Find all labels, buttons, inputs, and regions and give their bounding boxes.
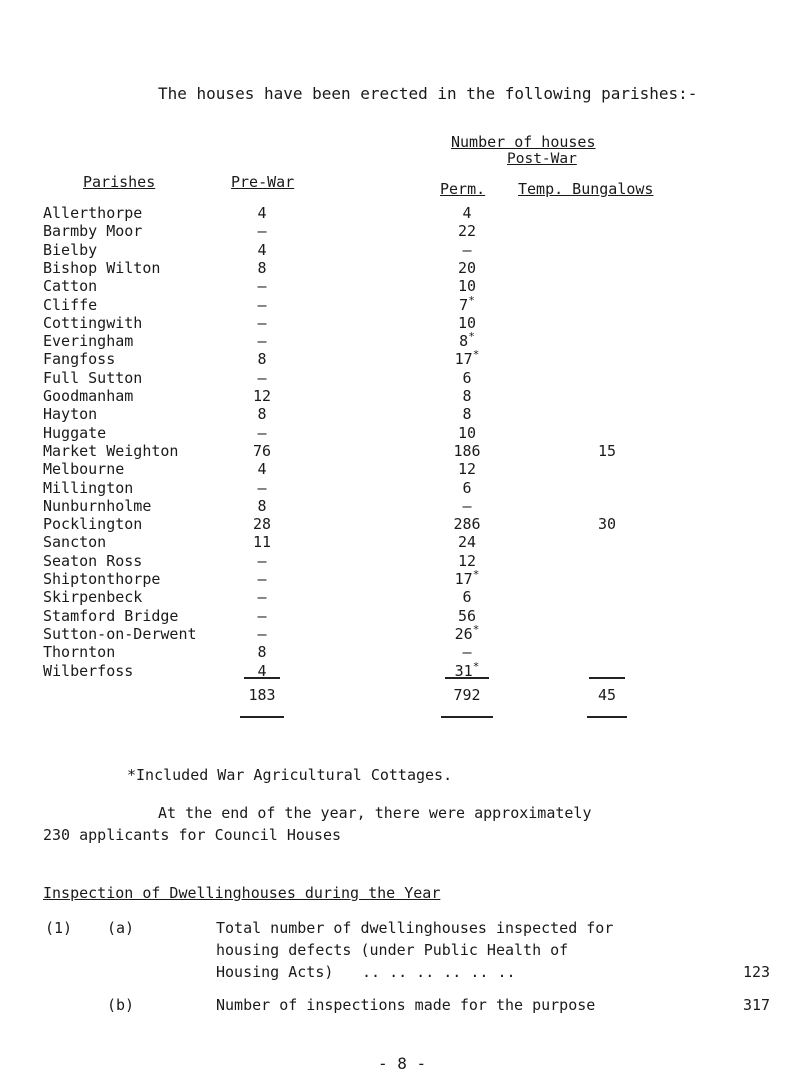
pre-war-count: 8 — [257, 643, 267, 662]
table-row — [0, 424, 801, 444]
perm-count — [441, 222, 493, 240]
table-row — [0, 350, 801, 370]
parish-name: Goodmanham — [43, 387, 134, 405]
temp-count: 30 — [597, 515, 617, 534]
parish-name: Cliffe — [43, 295, 98, 314]
table-row — [0, 442, 801, 462]
table-row — [0, 405, 801, 425]
table-row — [0, 552, 801, 572]
parish-name: Pocklington — [43, 515, 143, 534]
total-rule-top-pre — [244, 677, 280, 679]
total-perm: 792 — [453, 686, 481, 704]
perm-value: 8 — [459, 332, 469, 351]
perm-value: 12 — [457, 551, 477, 570]
item-b-text: Number of inspections made for the purpose — [216, 996, 596, 1014]
perm-value: 10 — [457, 277, 477, 296]
header-parishes: Parishes — [83, 173, 156, 191]
pre-war-count: 8 — [257, 405, 267, 424]
asterisk-marker: * — [472, 348, 480, 362]
item-number-1: (1) — [45, 919, 73, 937]
table-row — [0, 387, 801, 407]
table-row — [0, 259, 801, 279]
table-row — [0, 293, 801, 316]
item-a-leader-dots: .. .. .. .. .. .. — [362, 963, 516, 981]
perm-count — [441, 259, 493, 277]
perm-count — [441, 460, 493, 478]
perm-count — [441, 314, 493, 332]
parish-name: Thornton — [43, 643, 116, 662]
perm-count — [441, 387, 493, 405]
pre-war-count: 4 — [257, 240, 267, 259]
perm-value: 10 — [457, 313, 477, 332]
table-row — [0, 533, 801, 553]
parish-name: Wilberfoss — [43, 661, 134, 680]
pre-war-count: – — [257, 332, 267, 351]
pre-war-count: 28 — [252, 515, 272, 534]
pre-war-count: 12 — [252, 387, 272, 405]
table-row — [0, 497, 801, 517]
pre-war-count: – — [257, 423, 267, 442]
parish-name: Sancton — [43, 533, 107, 552]
perm-count — [441, 424, 493, 442]
item-b-label: (b) — [107, 996, 135, 1014]
parish-name: Full Sutton — [43, 368, 143, 387]
table-row — [0, 460, 801, 480]
table-row — [0, 479, 801, 499]
asterisk-marker: * — [472, 659, 480, 673]
perm-value: – — [462, 496, 472, 515]
item-b-value: 317 — [743, 996, 771, 1014]
perm-value: 4 — [462, 204, 472, 222]
parish-name: Bishop Wilton — [43, 258, 161, 277]
perm-count — [441, 570, 493, 588]
table-row — [0, 588, 801, 608]
perm-count — [441, 607, 493, 625]
parish-name: Melbourne — [43, 460, 125, 479]
applicants-line-1: At the end of the year, there were approximately — [158, 804, 592, 822]
table-row — [0, 607, 801, 627]
perm-value: 10 — [457, 423, 477, 442]
item-a-line-1: Total number of dwellinghouses inspected for — [216, 919, 614, 937]
item-a-line-2: housing defects (under Public Health of — [216, 941, 569, 959]
perm-value: 12 — [457, 460, 477, 479]
parish-name: Seaton Ross — [43, 551, 143, 570]
perm-value: 20 — [457, 258, 477, 277]
perm-count — [441, 643, 493, 661]
header-number-of-houses: Number of houses — [451, 133, 596, 151]
pre-war-count: – — [257, 624, 267, 643]
pre-war-count: 4 — [257, 661, 267, 680]
perm-count — [441, 515, 493, 533]
perm-count — [441, 533, 493, 551]
perm-value: 31 — [454, 661, 473, 680]
total-rule-bottom-temp — [587, 716, 627, 718]
perm-value: – — [462, 643, 472, 662]
perm-value: – — [462, 240, 472, 259]
asterisk-marker: * — [472, 622, 480, 636]
perm-count — [441, 277, 493, 295]
table-row — [0, 241, 801, 261]
perm-count — [441, 588, 493, 606]
pre-war-count: – — [257, 222, 267, 241]
parish-name: Hayton — [43, 405, 98, 424]
parish-name: Everingham — [43, 332, 134, 351]
table-row — [0, 332, 801, 352]
intro-text: The houses have been erected in the following parishes:- — [158, 84, 698, 103]
perm-count — [441, 293, 493, 314]
header-perm: Perm. — [440, 180, 486, 198]
footnote: *Included War Agricultural Cottages. — [127, 766, 453, 784]
perm-value: 17 — [454, 350, 473, 369]
header-temp-bungalows: Temp. Bungalows — [518, 180, 654, 198]
perm-value: 186 — [453, 441, 481, 460]
table-row — [0, 622, 801, 645]
perm-value: 24 — [457, 533, 477, 552]
table-row — [0, 222, 801, 242]
page-number: - 8 - — [378, 1054, 427, 1073]
perm-value: 286 — [453, 515, 481, 534]
inspection-heading: Inspection of Dwellinghouses during the Year — [43, 884, 441, 902]
table-row — [0, 515, 801, 535]
pre-war-count: – — [257, 570, 267, 588]
table-row — [0, 659, 801, 682]
asterisk-marker: * — [468, 293, 475, 307]
parish-name: Fangfoss — [43, 350, 116, 369]
parish-name: Sutton-on-Derwent — [43, 624, 197, 643]
total-pre-war: 183 — [248, 686, 276, 704]
parish-name: Stamford Bridge — [43, 606, 179, 625]
parish-name: Nunburnholme — [43, 496, 152, 515]
table-row — [0, 314, 801, 334]
perm-value: 6 — [462, 368, 472, 387]
total-rule-top-perm — [445, 677, 489, 679]
pre-war-count: – — [257, 478, 267, 497]
total-rule-top-temp — [589, 677, 625, 679]
pre-war-count: 8 — [257, 496, 267, 515]
perm-count — [441, 204, 493, 222]
perm-value: 6 — [462, 478, 472, 497]
header-post-war: Post-War — [507, 151, 577, 167]
pre-war-count: 11 — [252, 533, 272, 552]
pre-war-count: – — [257, 368, 267, 387]
pre-war-count: – — [257, 295, 267, 314]
parish-name: Huggate — [43, 423, 107, 442]
pre-war-count: – — [257, 588, 267, 607]
pre-war-count: 8 — [257, 350, 267, 369]
perm-value: 22 — [457, 222, 477, 241]
pre-war-count: 76 — [252, 441, 272, 460]
pre-war-count: 8 — [257, 258, 267, 277]
perm-value: 56 — [457, 606, 477, 625]
perm-count — [441, 622, 493, 643]
temp-count: 15 — [597, 441, 617, 460]
applicants-line-2: 230 applicants for Council Houses — [43, 826, 342, 844]
perm-count — [441, 552, 493, 570]
perm-value: 26 — [454, 624, 473, 643]
perm-count — [441, 442, 493, 460]
parish-name: Bielby — [43, 240, 98, 259]
perm-count — [441, 405, 493, 423]
parish-name: Skirpenbeck — [43, 588, 143, 607]
asterisk-marker: * — [468, 330, 475, 344]
pre-war-count: – — [257, 606, 267, 625]
header-pre-war: Pre-War — [231, 173, 295, 191]
perm-count — [441, 332, 493, 350]
perm-count — [441, 479, 493, 497]
parish-name: Barmby Moor — [43, 222, 143, 241]
table-row — [0, 204, 801, 224]
parish-name: Cottingwith — [43, 313, 143, 332]
total-rule-bottom-pre — [240, 716, 284, 718]
pre-war-count: – — [257, 313, 267, 332]
perm-value: 6 — [462, 588, 472, 607]
pre-war-count: – — [257, 551, 267, 570]
perm-count — [441, 241, 493, 259]
pre-war-count: 4 — [257, 204, 267, 222]
perm-value: 17 — [454, 570, 473, 588]
table-row — [0, 369, 801, 389]
total-temp: 45 — [597, 686, 617, 704]
perm-value: 8 — [462, 405, 472, 424]
item-a-line-3: Housing Acts) — [216, 963, 334, 981]
item-a-value: 123 — [743, 963, 771, 981]
asterisk-marker: * — [472, 568, 480, 581]
perm-value: 8 — [462, 387, 472, 405]
table-row — [0, 643, 801, 663]
perm-count — [441, 350, 493, 368]
pre-war-count: 4 — [257, 460, 267, 479]
parish-name: Market Weighton — [43, 441, 179, 460]
parish-name: Millington — [43, 478, 134, 497]
parish-name: Allerthorpe — [43, 204, 143, 222]
table-row — [0, 277, 801, 297]
perm-count — [441, 369, 493, 387]
parish-name: Catton — [43, 277, 98, 296]
perm-count — [441, 497, 493, 515]
total-rule-bottom-perm — [441, 716, 493, 718]
item-a-label: (a) — [107, 919, 135, 937]
table-row — [0, 570, 801, 590]
perm-value: 7 — [459, 295, 469, 314]
pre-war-count: – — [257, 277, 267, 296]
parish-name: Shiptonthorpe — [43, 570, 161, 588]
